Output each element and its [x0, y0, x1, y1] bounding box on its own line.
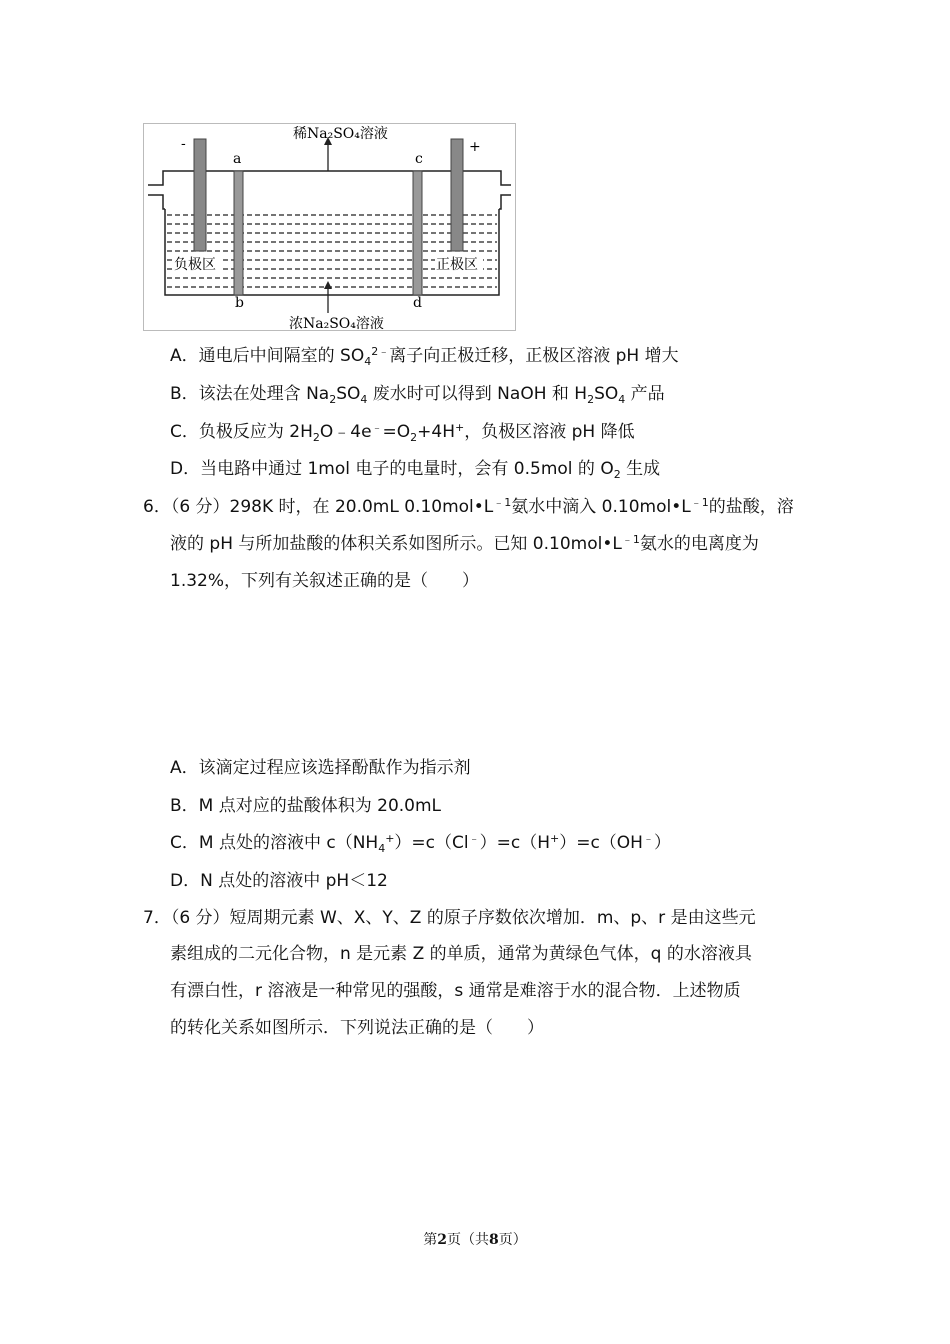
page-footer: 第2页（共8页） — [423, 1232, 527, 1248]
negative-zone-label: 负极区 — [174, 257, 216, 273]
q5-option-b: B．该法在处理含 $Na_2SO_4$ 废水时可以得到 NaOH 和 $H_2SO_4$ 产品 — [170, 384, 665, 406]
q6-option-c: C．M 点处的溶液中 $c(NH_4^+)=c(Cl^﹣)=c(H^+)=c(OH^﹣)$ — [170, 832, 671, 855]
q5-option-a: A．通电后中间隔室的 $SO_4^{2﹣}$离子向正极迁移，正极区溶液 pH 增大 — [170, 345, 679, 368]
q6-stem-line-2: 液的 pH 与所加盐酸的体积关系如图所示。已知 $0.10mol•L^{﹣1}$氨水的电离度为 — [170, 533, 759, 554]
electrolysis-cell-diagram — [143, 123, 516, 331]
membrane-ab — [234, 171, 243, 295]
label-b: b — [235, 295, 244, 311]
label-a: a — [233, 151, 242, 167]
q6-option-d: D．N 点处的溶液中 pH＜12 — [170, 871, 388, 891]
minus-sign: - — [181, 136, 186, 152]
q5-option-c: C．负极反应为 $2H_2O﹣4e^﹣=O_2+4H^+$，负极区溶液 pH 降低 — [170, 421, 635, 444]
q7-stem-line-4: 的转化关系如图所示．下列说法正确的是（ ） — [170, 1018, 544, 1038]
positive-zone-label: 正极区 — [436, 257, 478, 273]
top-solution-label: 稀Na₂SO₄溶液 — [293, 126, 388, 142]
plus-sign: + — [469, 139, 481, 155]
q7-stem-line-3: 有漂白性，r 溶液是一种常见的强酸，s 通常是难溶于水的混合物．上述物质 — [170, 981, 741, 1001]
membrane-cd — [413, 171, 422, 295]
q7-stem-line-2: 素组成的二元化合物，n 是元素 Z 的单质，通常为黄绿色气体，q 的水溶液具 — [170, 944, 752, 964]
q6-stem-line-1: 6．（6 分）298K 时，在 20.0mL $0.10mol•L^{﹣1}$氨水中滴入 $0.10mol•L^{﹣1}$的盐酸，溶 — [143, 496, 794, 517]
label-d: d — [413, 295, 422, 311]
label-c: c — [415, 151, 423, 167]
q6-option-a: A．该滴定过程应该选择酚酞作为指示剂 — [170, 758, 471, 778]
q6-option-b: B．M 点对应的盐酸体积为 20.0mL — [170, 796, 442, 816]
q7-stem-line-1: 7．（6 分）短周期元素 W、X、Y、Z 的原子序数依次增加．m、p、r 是由这些元 — [143, 908, 756, 928]
q6-stem-line-3: 1.32%，下列有关叙述正确的是（ ） — [170, 571, 480, 591]
negative-electrode — [194, 139, 206, 251]
bottom-solution-label: 浓Na₂SO₄溶液 — [289, 316, 384, 331]
positive-electrode — [451, 139, 463, 251]
q5-option-d: D．当电路中通过 1mol 电子的电量时，会有 0.5mol 的 $O_2$ 生成 — [170, 459, 661, 481]
